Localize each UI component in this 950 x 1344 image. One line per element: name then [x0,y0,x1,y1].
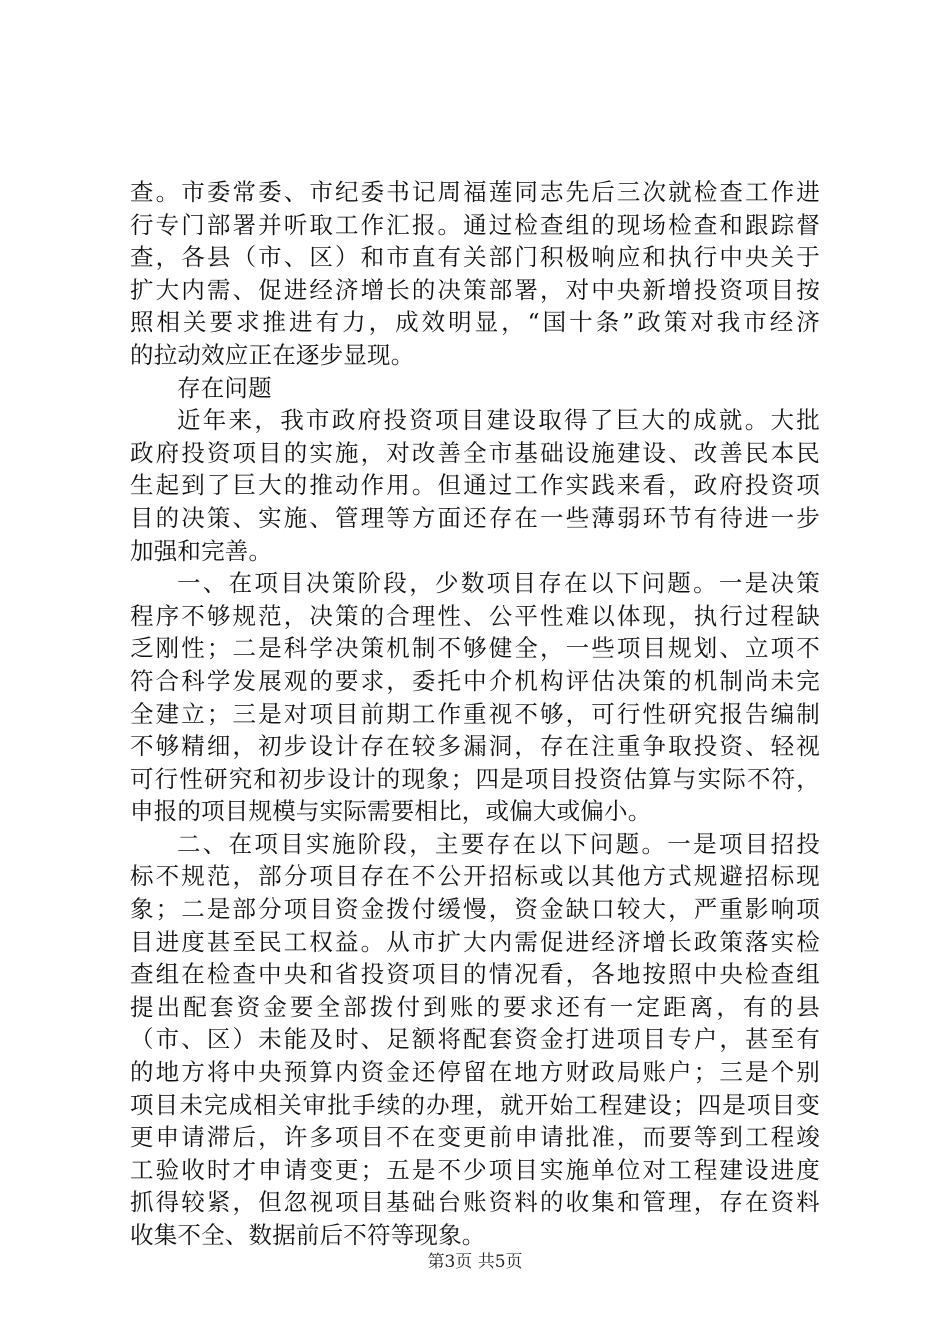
document-body [130,176,820,1252]
text-line: 目的决策、实施、管理等方面还存在一些薄弱环节有待进一步 [130,503,820,532]
text-line: 象；二是部分项目资金拨付缓慢，资金缺口较大，严重影响项 [130,895,820,924]
text-line: 加强和完善。 [130,536,273,565]
text-line: 的拉动效应正在逐步显现。 [130,340,415,369]
text-line: 标不规范，部分项目存在不公开招标或以其他方式规避招标现 [130,862,820,891]
text-line: 扩大内需、促进经济增长的决策部署，对中央新增投资项目按 [130,275,820,304]
paragraph-4 [130,828,820,1252]
text-line: 项目未完成相关审批手续的办理，就开始工程建设；四是项目变 [130,1090,820,1119]
paragraph-3 [130,567,820,828]
text-line: 抓得较紧，但忽视项目基础台账资料的收集和管理，存在资料 [130,1188,820,1217]
paragraph-1 [130,176,820,372]
text-line: 目进度甚至民工权益。从市扩大内需促进经济增长政策落实检 [130,927,820,956]
section-heading: 存在问题 [177,373,272,402]
text-line: 收集不全、数据前后不符等现象。 [130,1221,486,1249]
page-number-footer: 第3页 共5页 [427,1252,523,1272]
text-line: 政府投资项目的实施，对改善全市基础设施建设、改善民本民 [130,438,820,467]
text-line: 的地方将中央预算内资金还停留在地方财政局账户；三是个别 [130,1058,820,1087]
text-line: （市、区）未能及时、足额将配套资金打进项目专户，甚至有 [130,1025,820,1054]
text-line: 近年来，我市政府投资项目建设取得了巨大的成就。大批 [177,406,820,435]
text-line: 行专门部署并听取工作汇报。通过检查组的现场检查和跟踪督 [130,210,820,239]
text-line: 查，各县（市、区）和市直有关部门积极响应和执行中央关于 [130,243,820,272]
text-line: 提出配套资金要全部拨付到账的要求还有一定距离，有的县 [130,992,820,1021]
text-line: 乏刚性；二是科学决策机制不够健全，一些项目规划、立项不 [130,634,820,663]
text-line: 工验收时才申请变更；五是不少项目实施单位对工程建设进度 [130,1155,820,1184]
text-line: 二、在项目实施阶段，主要存在以下问题。一是项目招投 [177,829,820,858]
text-line: 不够精细，初步设计存在较多漏洞，存在注重争取投资、轻视 [130,732,820,761]
text-line: 查组在检查中央和省投资项目的情况看，各地按照中央检查组 [130,960,820,989]
paragraph-2 [130,404,820,567]
text-line: 符合科学发展观的要求，委托中介机构评估决策的机制尚未完 [130,666,820,695]
text-line: 查。市委常委、市纪委书记周福莲同志先后三次就检查工作进 [130,178,820,206]
text-line: 一、在项目决策阶段，少数项目存在以下问题。一是决策 [177,569,820,598]
text-line: 生起到了巨大的推动作用。但通过工作实践来看，政府投资项 [130,471,820,500]
text-line: 申报的项目规模与实际需要相比，或偏大或偏小。 [130,797,652,826]
text-line: 程序不够规范，决策的合理性、公平性难以体现，执行过程缺 [130,601,820,630]
text-line: 可行性研究和初步设计的现象；四是项目投资估算与实际不符， [130,764,820,793]
text-line: 照相关要求推进有力，成效明显，“国十条”政策对我市经济 [130,308,820,337]
text-line: 更申请滞后，许多项目不在变更前申请批准，而要等到工程竣 [130,1123,820,1152]
text-line: 全建立；三是对项目前期工作重视不够，可行性研究报告编制 [130,699,820,728]
